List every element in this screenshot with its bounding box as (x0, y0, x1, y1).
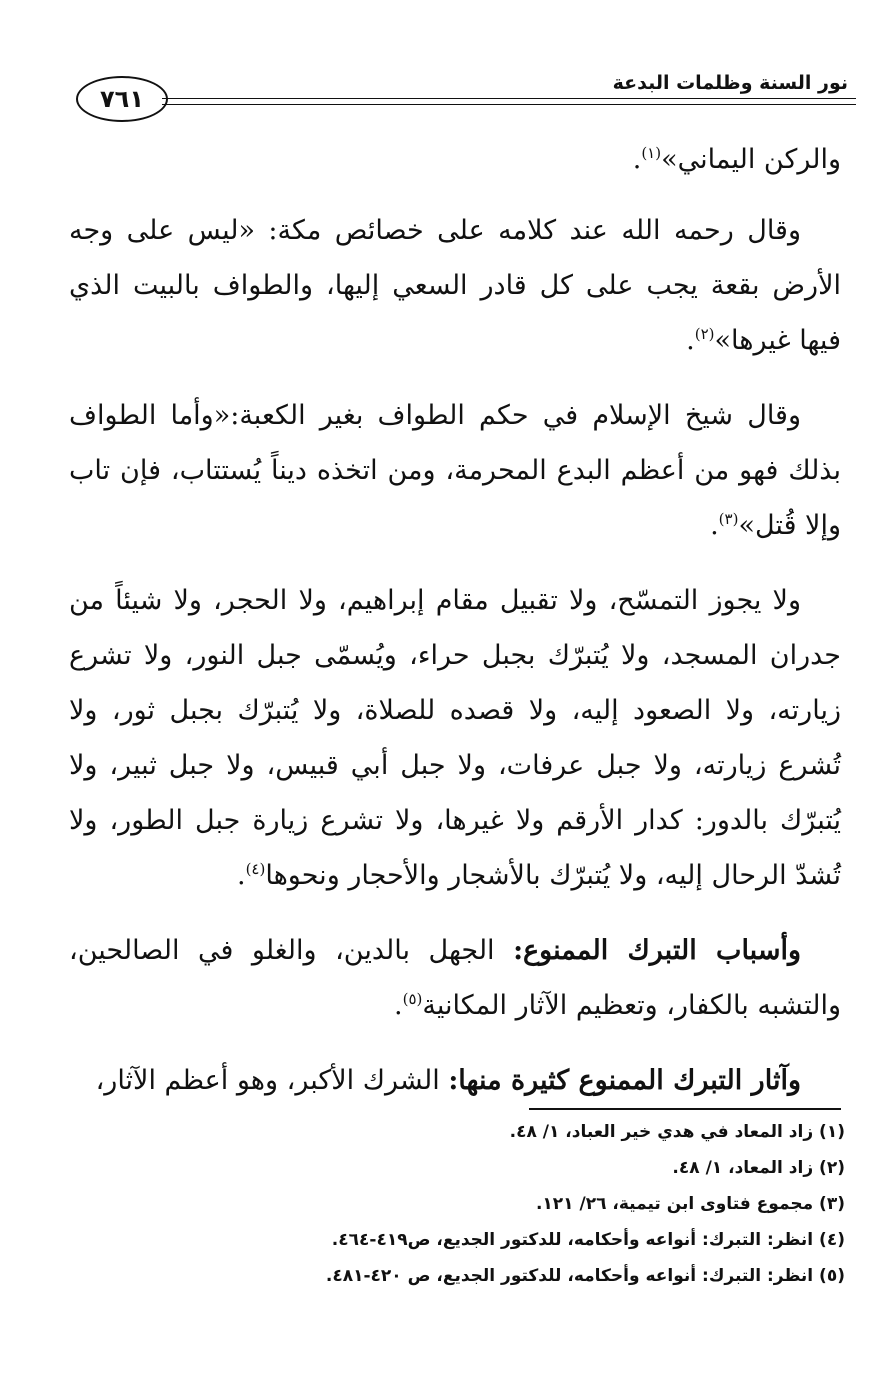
paragraph-lead: وأسباب التبرك الممنوع: (513, 935, 801, 966)
paragraph (69, 573, 841, 903)
footnote-separator (529, 1108, 841, 1110)
paragraph-text: والركن اليماني» (661, 144, 841, 175)
footnotes (65, 1114, 845, 1294)
paragraph (69, 132, 841, 187)
paragraph-end: . (632, 144, 642, 175)
footnote-ref: (٤) (245, 860, 266, 878)
paragraph-end: . (394, 990, 403, 1021)
paragraph-text: ولا يجوز التمسّح، ولا تقبيل مقام إبراهيم، ولا الحجر، ولا شيئاً من جدران المسجد، ولا يُتبرّك بجبل حراء، ويُسمّى جبل النور، ولا تشرع زيارته، ولا الصعود إليه، ولا قصده للصلاة، ولا يُتبرّك بجبل ثور، ولا تُشرع زيارته، ولا جبل عرفات، ولا جبل أبي قبيس، ولا جبل ثبير، ولا يُتبرّك بالدور: كدار الأرقم ولا غيرها، ولا تشرع زيارة جبل الطور، ولا تُشدّ الرحال إليه، ولا يُتبرّك بالأشجار والأحجار ونحوها (69, 585, 841, 891)
footnote: (٢) زاد المعاد، ١/ ٤٨. (672, 1158, 845, 1178)
header-rule-bottom (162, 104, 856, 105)
paragraph-end: . (236, 860, 246, 891)
footnote: (٥) انظر: التبرك: أنواعه وأحكامه، للدكتور الجديع، ص ٤٢٠-٤٨١. (325, 1266, 845, 1286)
paragraph-lead: وآثار التبرك الممنوع كثيرة منها: (448, 1065, 801, 1096)
footnote: (١) زاد المعاد في هدي خير العباد، ١/ ٤٨. (509, 1122, 845, 1142)
footnote: (٣) مجموع فتاوى ابن تيمية، ٢٦/ ١٢١. (535, 1194, 845, 1214)
paragraph (69, 1053, 841, 1108)
footnote-ref: (٢) (694, 325, 715, 343)
paragraph-text: الشرك الأكبر، وهو أعظم الآثار، (95, 1065, 449, 1096)
paragraph-text: وقال شيخ الإسلام في حكم الطواف بغير الكعبة:«وأما الطواف بذلك فهو من أعظم البدع المحرمة، ومن اتخذه ديناً يُستتاب، فإن تاب وإلا قُتل» (69, 400, 841, 541)
footnote-ref: (١) (641, 144, 662, 162)
page-header (70, 68, 856, 138)
footnote-ref: (٣) (718, 510, 739, 528)
main-text (69, 132, 841, 1128)
page-number: ٧٦١ (76, 76, 168, 122)
paragraph (69, 203, 841, 368)
footnote-ref: (٥) (402, 990, 423, 1008)
paragraph-text: وقال رحمه الله عند كلامه على خصائص مكة: «ليس على وجه الأرض بقعة يجب على كل قادر السعي إليها، والطواف بالبيت الذي فيها غيرها» (69, 215, 841, 356)
paragraph-end: . (710, 510, 719, 541)
running-title: نور السنة وظلمات البدعة (612, 72, 848, 94)
header-rule-top (162, 98, 856, 99)
paragraph-text: الجهل بالدين، والغلو في الصالحين، والتشبه بالكفار، وتعظيم الآثار المكانية (69, 935, 841, 1021)
paragraph (69, 388, 841, 553)
paragraph (69, 923, 841, 1033)
footnote: (٤) انظر: التبرك: أنواعه وأحكامه، للدكتور الجديع، ص٤١٩-٤٦٤. (331, 1230, 845, 1250)
paragraph-end: . (686, 325, 695, 356)
